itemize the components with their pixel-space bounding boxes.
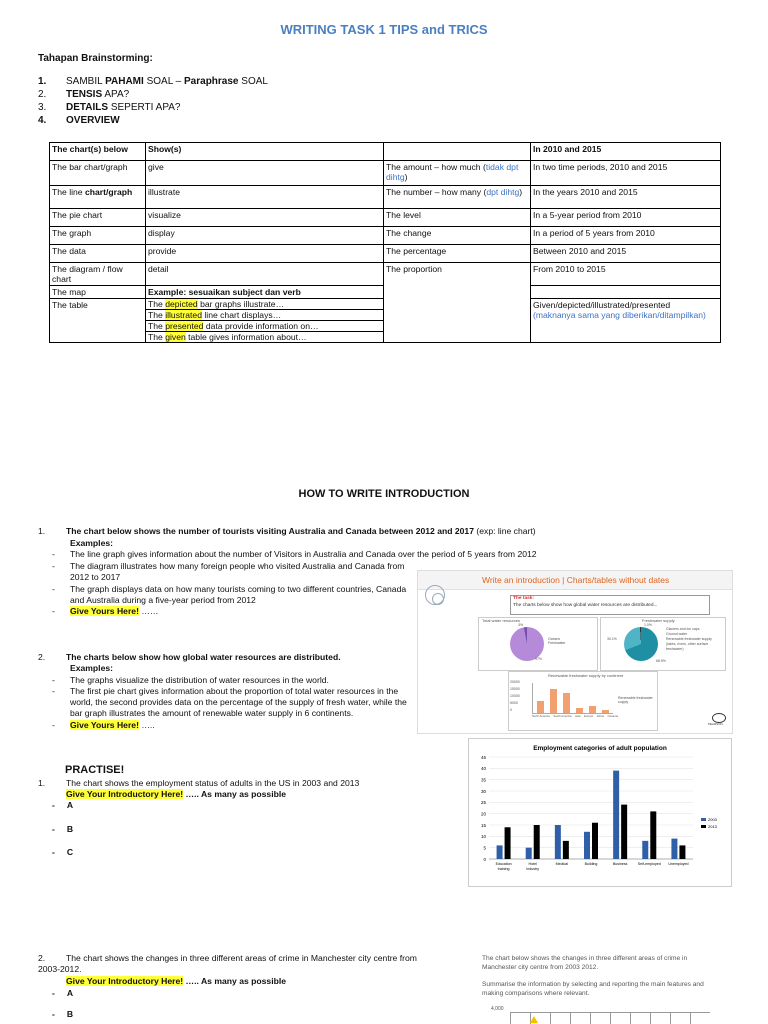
bar-2003 [555, 825, 561, 859]
table-cell: visualize [146, 209, 384, 227]
slide-pie1-title: Total water resources [482, 618, 521, 623]
table-cell: The graph [50, 227, 146, 245]
y-tick-label: 30 [480, 788, 486, 794]
slide-bar [589, 706, 596, 713]
bar-2003 [584, 832, 590, 859]
bar-2013 [650, 811, 656, 859]
y-tick-label: 5 [483, 845, 486, 851]
y-tick-label: 25 [480, 800, 486, 806]
slide-pie2 [624, 627, 658, 661]
table-cell: Between 2010 and 2015 [531, 245, 721, 263]
table-header-shows: Show(s) [146, 143, 384, 161]
slide-title: Write an introduction | Charts/tables without dates [482, 575, 670, 585]
bar-2013 [563, 841, 569, 859]
intro-q2-example-2b: world, the second provides data on the percentage of the supply of fresh water, while the [70, 697, 407, 707]
slide-bar [537, 701, 544, 713]
bullet-dash: - [52, 606, 55, 616]
bar-2003 [526, 848, 532, 859]
brainstorm-step-2: 2. TENSIS APA? [38, 89, 130, 100]
slide-task-text: The charts below show how global water resources are distributed... [513, 603, 658, 608]
table-cell: From 2010 to 2015 [531, 263, 721, 286]
slide-pie2-label: 68.9% [656, 659, 666, 663]
y-tick-label: 0 [483, 856, 486, 862]
intro-slide-image [417, 570, 733, 734]
crime-chart-grid [510, 1012, 710, 1024]
x-tick-label: Building [584, 862, 598, 866]
table-header-empty [384, 143, 531, 161]
table-cell [531, 286, 721, 299]
bar-2003 [497, 845, 503, 859]
bar-2013 [534, 825, 540, 859]
table-cell: illustrate [146, 186, 384, 209]
table-cell: In a 5-year period from 2010 [531, 209, 721, 227]
slide-bar-categories: North America South America Asia Europe Africa Oceania [532, 714, 618, 718]
brainstorm-step-3: 3. DETAILS SEPERTI APA? [38, 102, 181, 113]
slide-bar [550, 689, 557, 713]
intro-q1: The chart below shows the number of tourists visiting Australia and Canada between 2012 and 2017 (exp: line chart) [66, 526, 536, 536]
y-tick-label: 45 [480, 754, 486, 760]
intro-q2-number: 2. [38, 652, 46, 662]
practise-q2-b: 2003-2012. [38, 964, 82, 974]
crime-task-text: The chart below shows the changes in three different areas of crime in Manchester city centre from 2003 2012. Summarise the information by selecting and reporting the main features and making comparisons where relevant. [482, 955, 704, 997]
practise-q2-a: The chart shows the changes in three different areas of crime in Manchester city centre from [66, 953, 417, 963]
table-cell: The bar chart/graph [50, 161, 146, 186]
slide-bar-plot [532, 683, 613, 714]
bullet-dash: - [52, 675, 55, 685]
practise-q1-instruction: Give Your Introductory Here! ….. As many as possible [66, 789, 286, 799]
table-header-chart: The chart(s) below [50, 143, 146, 161]
practise-q1-b: - B [52, 824, 74, 834]
intro-q2-example-2a: The first pie chart gives information about the proportion of total water resources in the [70, 686, 399, 696]
bar-2013 [621, 805, 627, 859]
table-cell: In the years 2010 and 2015 [531, 186, 721, 209]
bar-2013 [679, 845, 685, 859]
intro-q2-example-1: The graphs visualize the distribution of water resources in the world. [70, 675, 329, 685]
table-cell: The change [384, 227, 531, 245]
brainstorm-heading: Tahapan Brainstorming: [38, 53, 153, 64]
y-tick-label: 20 [480, 811, 486, 817]
table-cell: The amount – how much (tidak dpt dihtg) [384, 161, 531, 186]
crime-marker-icon [530, 1016, 538, 1023]
x-tick-label: Self-employed [637, 862, 661, 866]
chart-title: Employment categories of adult population [533, 745, 667, 752]
intro-q2-give-yours: Give Yours Here! ….. [70, 720, 155, 730]
y-tick-label: 35 [480, 777, 486, 783]
intro-q2: The charts below show how global water resources are distributed. [66, 652, 341, 662]
x-tick-label: Education [495, 862, 512, 866]
bullet-dash: - [52, 686, 55, 696]
x-tick-label: industry [526, 867, 540, 871]
slide-bar-yticks: 20000 15000 10000 5000 0 [510, 680, 520, 712]
bar-2013 [505, 827, 511, 859]
practise-q1-number: 1. [38, 778, 46, 788]
slide-pie2-legend: Glaciers and ice caps Ground water Renewable freshwater supply (lakes, rivers, other surface freshwater) [666, 627, 712, 651]
intro-q1-example-3b: and Australia during a five-year period from 2012 [70, 595, 256, 605]
practise-q2-instruction: Give Your Introductory Here! ….. As many as possible [66, 976, 286, 986]
practise-q2-a-bullet: - A [52, 988, 74, 998]
legend-swatch [701, 825, 706, 828]
slide-pie1-label: 3% [518, 623, 524, 627]
slide-pie2-label: 30.1% [607, 637, 617, 641]
intro-q1-example-3a: The graph displays data on how many tourists coming to two different countries, Canada [70, 584, 407, 594]
bullet-dash: - [52, 584, 55, 594]
table-cell-examples: The depicted bar graphs illustrate… The illustrated line chart displays… The presented data provide information on… The given table gives information about… [146, 299, 384, 343]
intro-q1-example-2b: 2012 to 2017 [70, 572, 121, 582]
slide-pie2-title: Freshwater supply [642, 618, 675, 623]
brainstorm-step-4: 4. OVERVIEW [38, 115, 120, 126]
table-cell: In two time periods, 2010 and 2015 [531, 161, 721, 186]
slide-decor-circle [432, 593, 444, 605]
intro-heading: HOW TO WRITE INTRODUCTION [298, 488, 470, 500]
slide-bar-title: Renewable freshwater supply by continent [548, 673, 624, 678]
table-cell: give [146, 161, 384, 186]
table-cell: The diagram / flow chart [50, 263, 146, 286]
x-tick-label: training [497, 867, 510, 871]
practise-q2-b-bullet: - B [52, 1009, 74, 1019]
table-cell: The number – how many (dpt dihtg) [384, 186, 531, 209]
x-tick-label: Medical [555, 862, 569, 866]
slide-brand: PEARSON [708, 722, 723, 726]
slide-bar [563, 693, 570, 713]
slide-bar [602, 710, 609, 713]
y-tick-label: 10 [480, 834, 486, 840]
table-cell: Given/depicted/illustrated/presented (maknanya sama yang diberikan/ditampilkan) [531, 299, 721, 343]
crime-ytick: 4,000 [491, 1006, 504, 1012]
legend-label: 2013 [708, 824, 717, 829]
bar-2013 [592, 823, 598, 859]
bar-2003 [671, 839, 677, 859]
slide-pie1-label: 97% [535, 657, 543, 661]
intro-q1-number: 1. [38, 526, 46, 536]
legend-swatch [701, 818, 706, 821]
table-cell: detail [146, 263, 384, 286]
intro-q2-example-2c: bar graph illustrates the amount of renewable water supply in 6 continents. [70, 708, 354, 718]
bullet-dash: - [52, 720, 55, 730]
brainstorm-step-1: 1. SAMBIL PAHAMI SOAL – Paraphrase SOAL [38, 76, 268, 87]
bar-2003 [642, 841, 648, 859]
crime-task-image [470, 950, 732, 1024]
slide-pie2-label: 1.0% [644, 623, 652, 627]
employment-chart-svg [469, 739, 731, 886]
intro-q2-examples-label: Examples: [70, 663, 113, 673]
practise-heading: PRACTISE! [65, 764, 125, 776]
intro-q1-example-2a: The diagram illustrates how many foreign people who visited Australia and Canada from [70, 561, 405, 571]
table-cell: In a period of 5 years from 2010 [531, 227, 721, 245]
slide-task-label: The task: [513, 596, 535, 601]
table-cell: The proportion [384, 263, 531, 343]
table-header-years: In 2010 and 2015 [531, 143, 721, 161]
page-title: WRITING TASK 1 TIPS and TRICS [280, 22, 488, 37]
x-tick-label: Unemployed [668, 862, 689, 866]
table-cell: The table [50, 299, 146, 343]
table-cell: The level [384, 209, 531, 227]
table-cell: Example: sesuaikan subject dan verb [146, 286, 384, 299]
practise-q1-a: - A [52, 800, 74, 810]
x-tick-label: Hotel [528, 862, 537, 866]
table-cell: The data [50, 245, 146, 263]
y-tick-label: 40 [480, 766, 486, 772]
y-tick-label: 15 [480, 822, 486, 828]
x-tick-label: Business [612, 862, 628, 866]
table-cell: The line chart/graph [50, 186, 146, 209]
table-cell: The pie chart [50, 209, 146, 227]
table-cell: The percentage [384, 245, 531, 263]
bar-2003 [613, 771, 619, 859]
employment-chart [468, 738, 732, 887]
bullet-dash: - [52, 561, 55, 571]
intro-q1-give-yours: Give Yours Here! …… [70, 606, 159, 616]
intro-q1-example-1: The line graph gives information about the number of Visitors in Australia and Canada over the period of 5 years from 2012 [70, 549, 537, 559]
table-cell: The map [50, 286, 146, 299]
slide-pie1-legend: Oceans Freshwater [548, 637, 566, 645]
slide-pie1 [510, 627, 544, 661]
slide-bar-legend: Renewable freshwater supply [618, 696, 653, 704]
vocabulary-table [49, 142, 721, 343]
legend-label: 2003 [708, 817, 717, 822]
bullet-dash: - [52, 549, 55, 559]
practise-q2-number: 2. [38, 953, 46, 963]
practise-q1-c: - C [52, 847, 74, 857]
slide-bar [576, 708, 583, 713]
table-cell: display [146, 227, 384, 245]
practise-q1: The chart shows the employment status of adults in the US in 2003 and 2013 [66, 778, 360, 788]
intro-q1-examples-label: Examples: [70, 538, 113, 548]
table-cell: provide [146, 245, 384, 263]
